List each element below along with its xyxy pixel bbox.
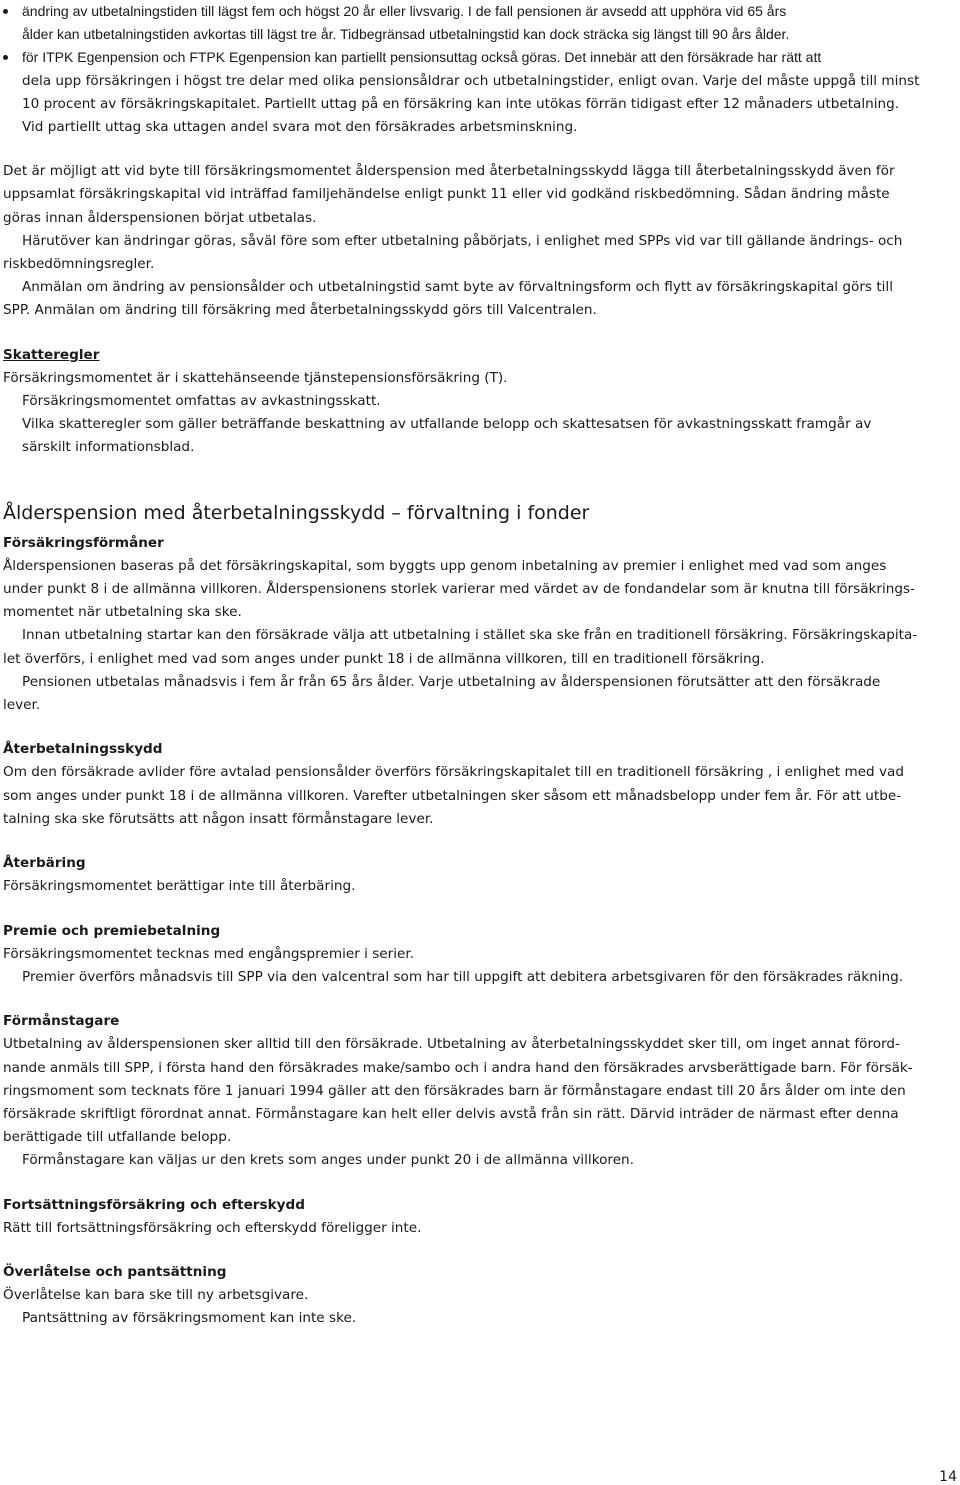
aterbetalningsskydd-body bbox=[3, 761, 955, 831]
aterbetalningsskydd-heading: Återbetalningsskydd bbox=[3, 741, 163, 758]
aterbaring-body: Försäkringsmomentet berättigar inte till återbäring. bbox=[3, 878, 356, 895]
text-line: Innan utbetalning startar kan den försäkrade välja att utbetalning i stället ska ske från en traditionell försäkring. Försäkringskapita- bbox=[22, 627, 918, 644]
text-line: nande anmäls till SPP, i första hand den försäkrades make/sambo och i andra hand den försäkrades arvsberättigade barn. För försäk- bbox=[3, 1059, 913, 1076]
text-line: som anges under punkt 18 i de allmänna villkoren. Varefter utbetalningen sker såsom ett månadsbelopp under fem år. För att utbe- bbox=[3, 787, 902, 804]
text-line: Försäkringsmomentet omfattas av avkastningsskatt. bbox=[22, 393, 381, 410]
text-line: Pensionen utbetalas månadsvis i fem år från 65 års ålder. Varje utbetalning av ålderspensionen förutsätter att den försäkrade bbox=[22, 673, 881, 690]
text-line: göras innan ålderspensionen börjat utbetalas. bbox=[3, 209, 317, 226]
intro-paragraph-3 bbox=[3, 276, 955, 322]
bullet-item bbox=[3, 46, 955, 69]
text-line: Vilka skatteregler som gäller beträffande beskattning av utfallande belopp och skattesatsen för avkastningsskatt framgår av bbox=[22, 416, 872, 433]
formanstagare-heading: Förmånstagare bbox=[3, 1013, 120, 1030]
text-line: Vid partiellt uttag ska uttagen andel svara mot den försäkrades arbetsminskning. bbox=[22, 119, 578, 136]
text-line: let överförs, i enlighet med vad som anges under punkt 18 i de allmänna villkoren, till en traditionell försäkring. bbox=[3, 650, 765, 667]
skatteregler-heading: Skatteregler bbox=[3, 346, 100, 363]
text-line: lever. bbox=[3, 697, 41, 714]
aterbaring-heading: Återbäring bbox=[3, 855, 86, 872]
bullet-list bbox=[3, 0, 955, 139]
text-line: Om den försäkrade avlider före avtalad pensionsålder överförs försäkringskapitalet till en traditionell försäkring , i enlighet med vad bbox=[3, 764, 904, 781]
text-line: Utbetalning av ålderspensionen sker alltid till den försäkrade. Utbetalning av återbetalningsskyddet sker till, om inget annat förord- bbox=[3, 1036, 900, 1053]
fortsattning-body: Rätt till fortsättningsförsäkring och efterskydd föreligger inte. bbox=[3, 1219, 422, 1236]
text-line: Det är möjligt att vid byte till försäkringsmomentet ålderspension med återbetalningsskydd lägga till återbetalningsskydd även för bbox=[3, 163, 895, 180]
text-line: talning ska ske förutsätts att någon insatt förmånstagare lever. bbox=[3, 810, 434, 827]
formaner-heading: Försäkringsförmåner bbox=[3, 534, 164, 551]
page-number: 14 bbox=[939, 1469, 957, 1485]
text-line: dela upp försäkringen i högst tre delar med olika pensionsåldrar och utbetalningstider, enligt ovan. Varje del måste uppgå till minst bbox=[22, 72, 920, 89]
text-line: berättigade till utfallande belopp. bbox=[3, 1129, 232, 1146]
text-line: Premier överförs månadsvis till SPP via den valcentral som har till uppgift att debitera arbetsgivaren för den försäkrades räkning. bbox=[22, 968, 904, 985]
formanstagare-paragraph-2: Förmånstagare kan väljas ur den krets som anges under punkt 20 i de allmänna villkoren. bbox=[22, 1152, 634, 1169]
text-line: särskilt informationsblad. bbox=[22, 439, 195, 456]
text-line: för ITPK Egenpension och FTPK Egenpension kan partiellt pensionsuttag också göras. Det innebär att den försäkrade har rätt att bbox=[22, 49, 822, 66]
text-line: ringsmoment som tecknats före 1 januari 1994 gäller att den försäkrades barn är förmånstagare endast till 20 års ålder om inte den bbox=[3, 1082, 906, 1099]
formanstagare-paragraph-1 bbox=[3, 1033, 955, 1149]
text-line: riskbedömningsregler. bbox=[3, 256, 155, 273]
text-line: momentet när utbetalning ska ske. bbox=[3, 604, 242, 621]
text-line: Pantsättning av försäkringsmoment kan inte ske. bbox=[22, 1310, 357, 1327]
bullet-item-continued bbox=[3, 70, 955, 140]
text-line: uppsamlat försäkringskapital vid inträffad familjehändelse enligt punkt 11 eller vid godkänd riskbedömning. Sådan ändring måste bbox=[3, 186, 890, 203]
text-line: Försäkringsmomentet är i skattehänseende tjänstepensionsförsäkring (T). bbox=[3, 369, 508, 386]
text-line: ålder kan utbetalningstiden avkortas till lägst tre år. Tidbegränsad utbetalningstid kan dock sträcka sig längst till 90 års ålder. bbox=[22, 26, 790, 43]
intro-paragraph-2 bbox=[3, 230, 955, 276]
formaner-paragraph-2 bbox=[3, 624, 955, 670]
skatteregler-body bbox=[3, 367, 955, 460]
text-line: försäkrade skriftligt förordnat annat. Förmånstagare kan helt eller delvis avstå från sin rätt. Därvid inträder de närmast efter denna bbox=[3, 1105, 899, 1122]
overlatelse-heading: Överlåtelse och pantsättning bbox=[3, 1263, 227, 1280]
bullet-item bbox=[3, 0, 955, 46]
text-line: under punkt 8 i de allmänna villkoren. Ålderspensionens storlek varierar med värdet av de fondandelar som är knutna till försäkrings- bbox=[3, 581, 916, 598]
section-title: Ålderspension med återbetalningsskydd – förvaltning i fonder bbox=[3, 501, 590, 524]
text-line: Försäkringsmomentet tecknas med engångspremier i serier. bbox=[3, 945, 415, 962]
text-line: Härutöver kan ändringar göras, såväl före som efter utbetalning påbörjats, i enlighet med SPPs vid var till gällande ändrings- och bbox=[22, 232, 903, 249]
text-line: Anmälan om ändring av pensionsålder och utbetalningstid samt byte av förvaltningsform och flytt av försäkringskapital görs till bbox=[22, 279, 893, 296]
fortsattning-heading: Fortsättningsförsäkring och efterskydd bbox=[3, 1196, 305, 1213]
text-line: Ålderspensionen baseras på det försäkringskapital, som byggts upp genom inbetalning av premier i enlighet med vad som anges bbox=[3, 557, 887, 574]
bullet-dot bbox=[3, 9, 8, 14]
premie-body bbox=[3, 943, 955, 989]
text-line: ändring av utbetalningstiden till lägst fem och högst 20 år eller livsvarig. I de fall pensionen är avsedd att upphöra vid 65 års bbox=[22, 3, 787, 19]
formaner-paragraph-3 bbox=[3, 671, 955, 717]
premie-heading: Premie och premiebetalning bbox=[3, 922, 221, 939]
document-page bbox=[3, 0, 955, 1331]
bullet-dot bbox=[3, 55, 8, 60]
overlatelse-body bbox=[3, 1284, 955, 1330]
formaner-paragraph-1 bbox=[3, 555, 955, 625]
text-line: Överlåtelse kan bara ske till ny arbetsgivare. bbox=[3, 1287, 309, 1304]
text-line: SPP. Anmälan om ändring till försäkring med återbetalningsskydd görs till Valcentralen. bbox=[3, 302, 597, 319]
text-line: 10 procent av försäkringskapitalet. Partiellt uttag på en försäkring kan inte utökas förrän tidigast efter 12 månaders utbetalning. bbox=[22, 95, 900, 112]
intro-paragraph-1 bbox=[3, 160, 955, 230]
